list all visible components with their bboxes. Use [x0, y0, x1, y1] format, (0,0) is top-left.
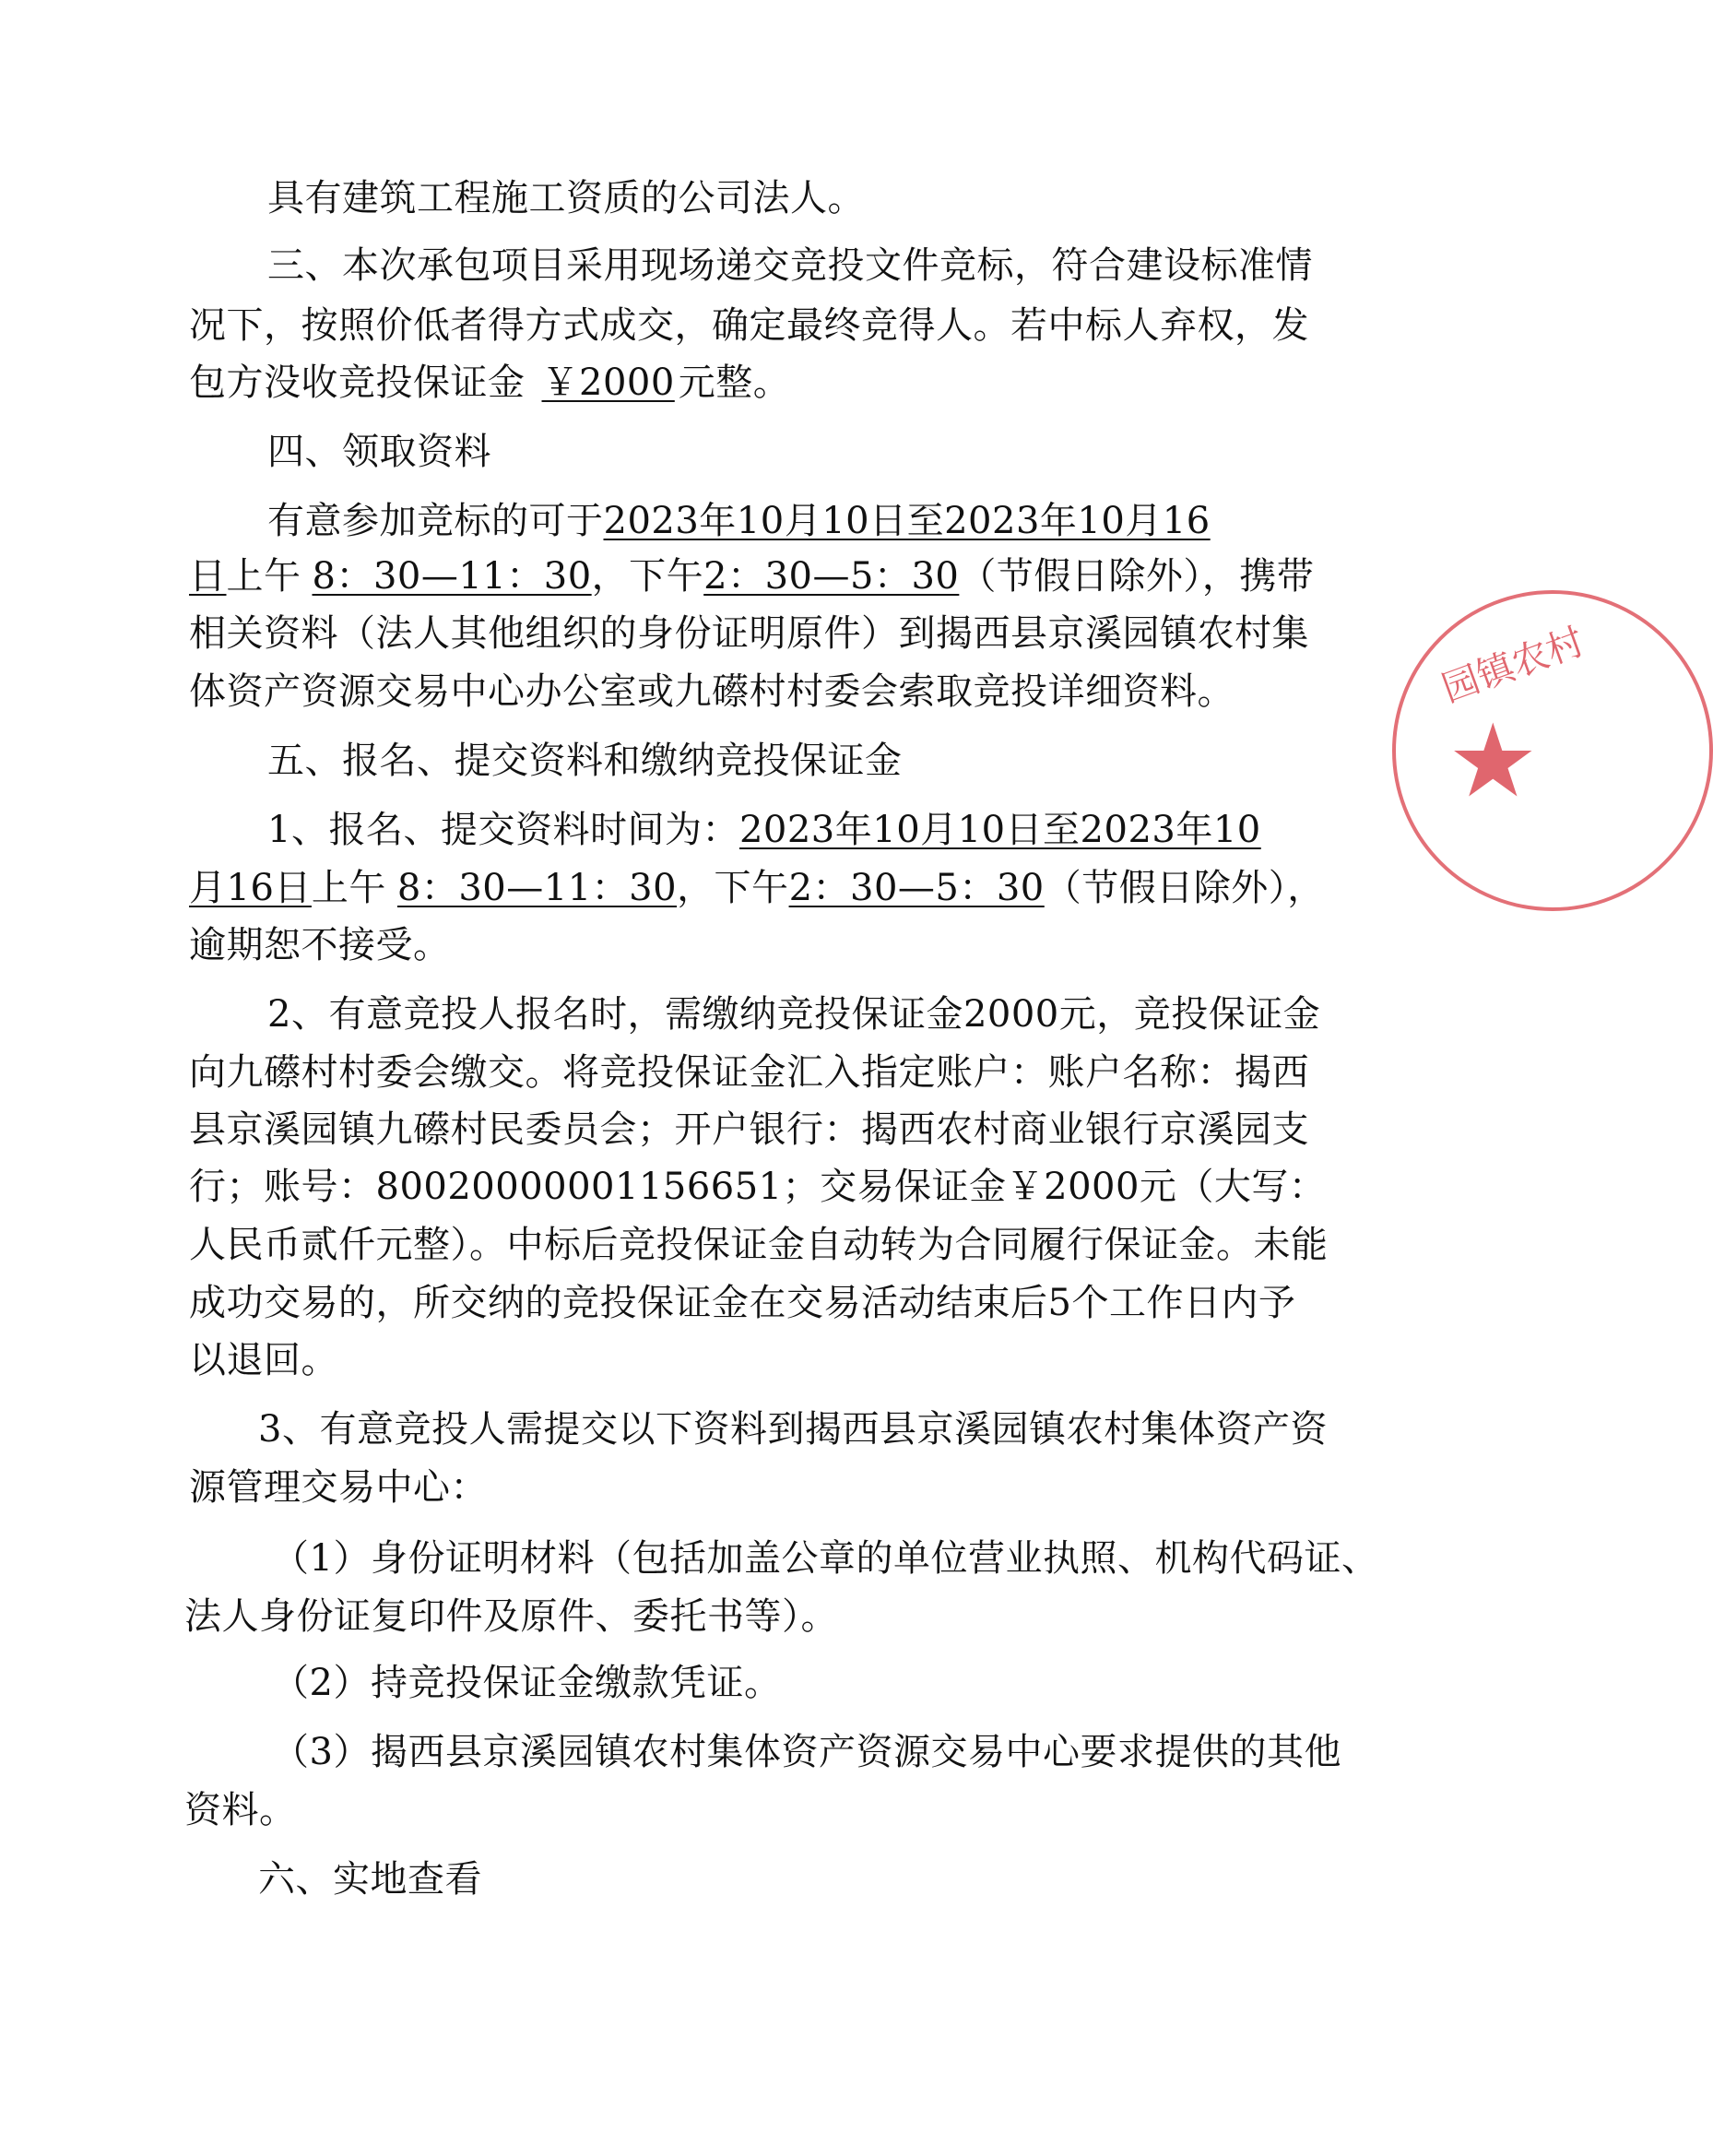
paragraph-line-9: 体资产资源交易中心办公室或九礤村村委会索取竞投详细资料。 [189, 670, 1235, 713]
paragraph-line-22: 源管理交易中心： [189, 1466, 488, 1509]
paragraph-line-18: 人民币贰仟元整）。中标后竞投保证金自动转为合同履行保证金。未能 [189, 1224, 1329, 1266]
afternoon-hours: 2：30—5：30 [703, 555, 960, 598]
paragraph-line-1: 具有建筑工程施工资质的公司法人。 [267, 177, 865, 219]
paragraph-line-16: 县京溪园镇九礤村民委员会；开户银行：揭西农村商业银行京溪园支 [189, 1108, 1309, 1151]
paragraph-line-14: 2、有意竞投人报名时，需缴纳竞投保证金2000元，竞投保证金 [267, 993, 1321, 1036]
seal-text: 园镇农村 [1436, 620, 1590, 711]
registration-date-range: 2023年10月10日至2023年10 [738, 809, 1261, 851]
paragraph-line-12: 月16日上午 8：30—11：30，下午2：30—5：30（节假日除外）， [189, 867, 1325, 909]
paragraph-line-2: 三、本次承包项目采用现场递交竞投文件竞标，符合建设标准情 [267, 244, 1313, 287]
paragraph-line-4: 包方没收竞投保证金 ￥2000 元整。 [189, 361, 791, 404]
registration-afternoon-hours: 2：30—5：30 [788, 867, 1045, 909]
section-heading-6: 六、实地查看 [258, 1858, 482, 1901]
paragraph-line-19: 成功交易的，所交纳的竞投保证金在交易活动结束后5个工作日内予 [189, 1282, 1296, 1324]
morning-hours: 8：30—11：30 [312, 555, 592, 598]
list-item-3-line-2: 资料。 [184, 1789, 297, 1831]
deposit-amount: ￥2000 [541, 361, 675, 404]
list-item-3-line-1: （3）揭西县京溪园镇农村集体资产资源交易中心要求提供的其他 [272, 1731, 1341, 1773]
seal-star-icon: ★ [1447, 702, 1539, 820]
collection-date-range: 2023年10月10日至2023年10月16 [603, 500, 1211, 542]
paragraph-line-21: 3、有意竞投人需提交以下资料到揭西县京溪园镇农村集体资产资 [258, 1408, 1328, 1451]
section-heading-5: 五、报名、提交资料和缴纳竞投保证金 [267, 740, 903, 782]
registration-morning-hours: 8：30—11：30 [396, 867, 678, 909]
paragraph-line-13: 逾期恕不接受。 [189, 924, 451, 966]
paragraph-line-15: 向九礤村村委会缴交。将竞投保证金汇入指定账户：账户名称：揭西 [189, 1051, 1309, 1094]
paragraph-line-6: 有意参加竞标的可于2023年10月10日至2023年10月16 [267, 500, 1211, 542]
section-heading-4: 四、领取资料 [267, 431, 491, 473]
paragraph-line-8: 相关资料（法人其他组织的身份证明原件）到揭西县京溪园镇农村集 [189, 612, 1309, 655]
paragraph-line-7: 日上午 8：30—11：30，下午2：30—5：30（节假日除外），携带 [189, 555, 1315, 598]
list-item-1-line-2: 法人身份证复印件及原件、委托书等）。 [184, 1595, 838, 1638]
paragraph-line-20: 以退回。 [189, 1339, 338, 1381]
list-item-1-line-1: （1）身份证明材料（包括加盖公章的单位营业执照、机构代码证、 [272, 1537, 1379, 1580]
paragraph-line-17: 行；账号：80020000001156651；交易保证金￥2000元（大写： [189, 1166, 1327, 1208]
paragraph-line-11: 1、报名、提交资料时间为：2023年10月10日至2023年10 [267, 809, 1261, 851]
list-item-2: （2）持竞投保证金缴款凭证。 [272, 1662, 782, 1704]
paragraph-line-3: 况下，按照价低者得方式成交，确定最终竞得人。若中标人弃权，发 [189, 304, 1309, 347]
